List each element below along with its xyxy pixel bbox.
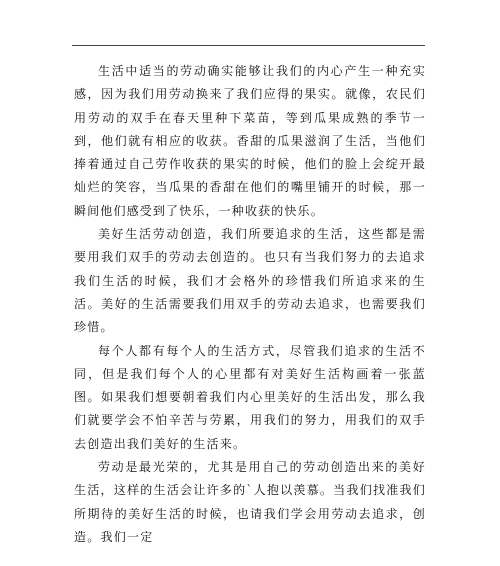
paragraph-2: 美好生活劳动创造，我们所要追求的生活，这些都是需要用我们双手的劳动去创造的。也只有当我们努力的去追求我们生活的时候，我们才会格外的珍惜我们所追求来的生活。美好的生活需要我们用双手的劳动去追求，也需要我们珍惜。 [74, 227, 426, 335]
paragraph-4: 劳动是最光荣的，尤其是用自己的劳动创造出来的美好生活，这样的生活会让许多的`人抱以羡慕。当我们找准我们所期待的美好生活的时候，也请我们学会用劳动去追求，创造。我们一定 [74, 460, 426, 544]
paragraph-3: 每个人都有每个人的生活方式，尽管我们追求的生活不同，但是我们每个人的心里都有对美好生活构画着一张蓝图。如果我们想要朝着我们内心里美好的生活出发，那么我们就要学会不怕辛苦与劳累，用我们的努力，用我们的双手去创造出我们美好的生活来。 [74, 343, 426, 451]
header-rule [72, 45, 425, 46]
paragraph-1: 生活中适当的劳动确实能够让我们的内心产生一种充实感，因为我们用劳动换来了我们应得的果实。就像，农民们用劳动的双手在春天里种下菜苗，等到瓜果成熟的季节一到，他们就有相应的收获。香甜的瓜果滋润了生活，当他们捧着通过自己劳作收获的果实的时候，他们的脸上会绽开最灿烂的笑容，当瓜果的香甜在他们的嘴里铺开的时候，那一瞬间他们感受到了快乐，一种收获的快乐。 [74, 64, 426, 218]
document-body [74, 60, 426, 549]
